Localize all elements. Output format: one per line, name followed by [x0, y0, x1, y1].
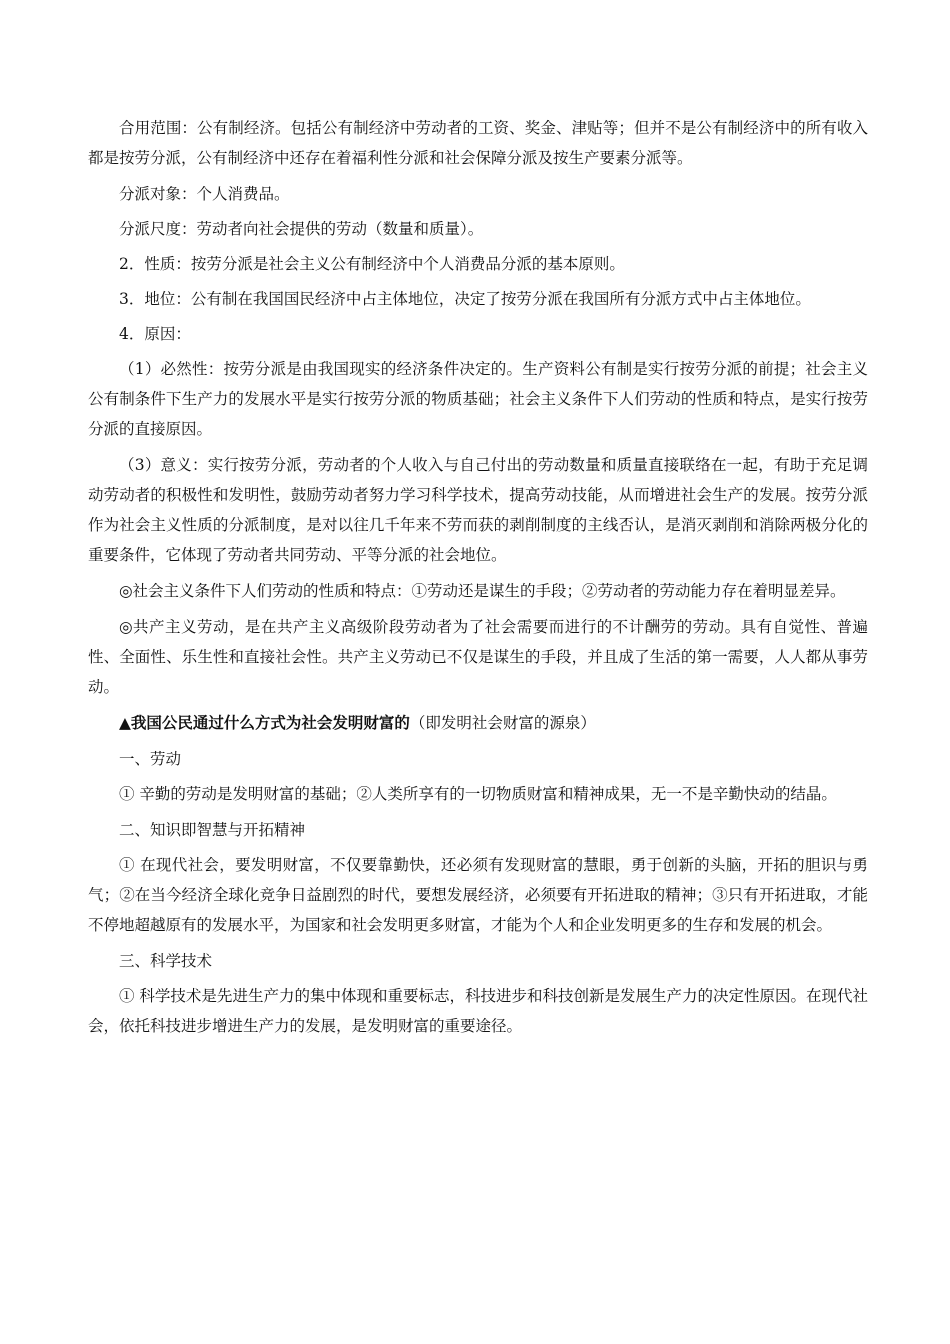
section-knowledge-text: ① 在现代社会，要发明财富，不仅要靠勤快，还必须有发现财富的慧眼，勇于创新的头脑，开拓的胆识与勇气；②在当今经济全球化竞争日益剧烈的时代，要想发展经济，必须要有开拓进取的精神；③只有开拓进取，才能不停地超越原有的发展水平，为国家和社会发明更多财富，才能为个人和企业发明更多的生存和发展的机会。 [88, 856, 868, 934]
paragraph-object: 分派对象：个人消费品。 [119, 185, 290, 203]
section-labor-title: 一、劳动 [119, 750, 182, 768]
paragraph-labor-nature: ◎社会主义条件下人们劳动的性质和特点：①劳动还是谋生的手段；②劳动者的劳动能力存在着明显差异。 [119, 582, 846, 600]
paragraph-measure: 分派尺度：劳动者向社会提供的劳动（数量和质量）。 [119, 220, 484, 238]
paragraph-necessity: （1）必然性：按劳分派是由我国现实的经济条件决定的。生产资料公有制是实行按劳分派的前提；社会主义公有制条件下生产力的发展水平是实行按劳分派的物质基础；社会主义条件下人们劳动的性质和特点，是实行按劳分派的直接原因。 [88, 360, 868, 438]
paragraph-status: 3．地位：公有制在我国国民经济中占主体地位，决定了按劳分派在我国所有分派方式中占主体地位。 [119, 290, 811, 308]
heading-bold: ▲我国公民通过什么方式为社会发明财富的 [119, 713, 410, 732]
section-knowledge-title: 二、知识即智慧与开拓精神 [119, 821, 306, 839]
paragraph-nature: 2．性质：按劳分派是社会主义公有制经济中个人消费品分派的基本原则。 [119, 255, 625, 273]
paragraph-reason: 4．原因： [119, 325, 191, 343]
paragraph-significance: （3）意义：实行按劳分派，劳动者的个人收入与自己付出的劳动数量和质量直接联络在一起，有助于充足调动劳动者的积极性和发明性，鼓励劳动者努力学习科学技术，提高劳动技能，从而增进社会生产的发展。按劳分派作为社会主义性质的分派制度，是对以往几千年来不劳而获的剥削制度的主线否认，是消灭剥削和消除两极分化的重要条件，它体现了劳动者共同劳动、平等分派的社会地位。 [88, 456, 868, 564]
section-heading [88, 708, 868, 738]
paragraph-scope: 合用范围：公有制经济。包括公有制经济中劳动者的工资、奖金、津贴等；但并不是公有制经济中的所有收入都是按劳分派，公有制经济中还存在着福利性分派和社会保障分派及按生产要素分派等。 [88, 119, 868, 167]
section-labor-text: ① 辛勤的劳动是发明财富的基础；②人类所享有的一切物质财富和精神成果，无一不是辛勤快动的结晶。 [119, 785, 837, 803]
section-science-text: ① 科学技术是先进生产力的集中体现和重要标志，科技进步和科技创新是发展生产力的决定性原因。在现代社会，依托科技进步增进生产力的发展，是发明财富的重要途径。 [88, 987, 868, 1035]
paragraph-communist-labor: ◎共产主义劳动，是在共产主义高级阶段劳动者为了社会需要而进行的不计酬劳的劳动。具有自觉性、普遍性、全面性、乐生性和直接社会性。共产主义劳动已不仅是谋生的手段，并且成了生活的第一需要，人人都从事劳动。 [88, 618, 868, 696]
document-body [88, 113, 868, 1047]
section-science-title: 三、科学技术 [119, 952, 213, 970]
heading-note: （即发明社会财富的源泉） [409, 714, 596, 732]
